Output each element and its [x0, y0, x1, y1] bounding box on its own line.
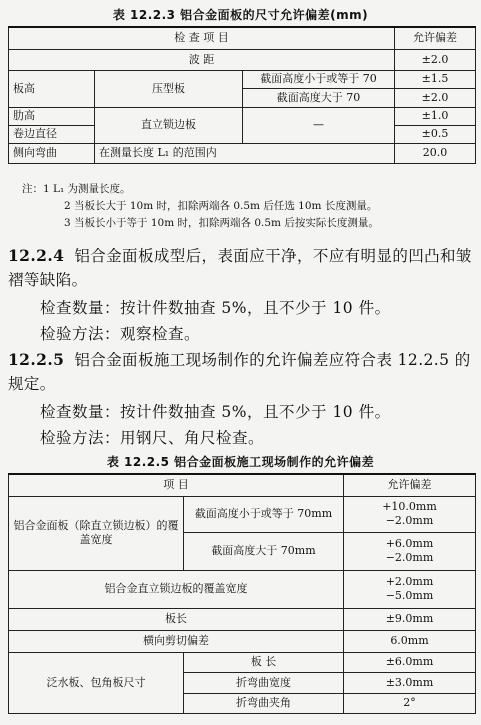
check-method-2: 检验方法：用钢尺、角尺检查。	[40, 429, 265, 447]
row-length: 板长	[9, 608, 344, 630]
note-3: 3 当板长小于等于 10m 时，扣除两端各 0.5m 后按实际长度测量。	[64, 217, 379, 229]
row-le70: 截面高度小于或等于 70mm	[184, 496, 344, 532]
row-lateral-desc: 在测量长度 L₁ 的范围内	[95, 143, 395, 163]
row-rib-height: 肋高	[9, 107, 95, 125]
note-1: 注：1 L₁ 为测量长度。	[22, 183, 131, 195]
header-tolerance: 允许偏差	[344, 474, 476, 496]
le70-minus: −2.0mm	[385, 514, 434, 527]
row-flashing-length-value: ±6.0mm	[344, 652, 476, 672]
row-flashing-angle: 折弯曲夹角	[184, 693, 344, 713]
le70-plus: +10.0mm	[382, 500, 437, 514]
section-number: 12.2.5	[8, 350, 65, 369]
row-coverage-label: 铝合金面板（除直立锁边板）的覆盖宽度	[9, 496, 184, 570]
section-text: 铝合金面板成型后，表面应干净，不应有明显的凹凸和皱褶等缺陷。	[8, 247, 472, 289]
row-section-gt70-value: ±2.0	[395, 88, 476, 107]
row-flashing-width-value: ±3.0mm	[344, 672, 476, 693]
row-gt70-values	[344, 532, 476, 570]
row-panel-height-label: 板高	[9, 70, 95, 107]
row-flashing-angle-value: 2°	[344, 693, 476, 713]
row-wave-label: 波 距	[9, 49, 395, 70]
table2-caption: 表 12.2.5 铝合金面板施工现场制作的允许偏差	[106, 455, 375, 469]
row-standing-seam: 直立锁边板	[95, 107, 243, 143]
section-12-2-4	[8, 244, 478, 292]
row-flashing-length: 板 长	[184, 652, 344, 672]
header-item: 项 目	[9, 474, 344, 496]
row-gt70: 截面高度大于 70mm	[184, 532, 344, 570]
check-quantity-2: 检查数量：按计件数抽查 5%，且不少于 10 件。	[40, 403, 391, 421]
tolerance-table-12-2-3	[8, 26, 476, 164]
row-roll-diameter: 卷边直径	[9, 125, 95, 143]
section-text: 铝合金面板施工现场制作的允许偏差应符合表 12.2.5 的规定。	[8, 351, 471, 393]
row-section-le70: 截面高度小于或等于 70	[243, 70, 395, 88]
header-item: 检 查 项 目	[9, 27, 395, 49]
row-flashing-width: 折弯曲宽度	[184, 672, 344, 693]
header-tolerance: 允许偏差	[395, 27, 476, 49]
row-pressed-panel: 压型板	[95, 70, 243, 107]
row-le70-values	[344, 496, 476, 532]
row-flashing: 泛水板、包角板尺寸	[9, 652, 184, 713]
row-section-le70-value: ±1.5	[395, 70, 476, 88]
gt70-plus: +6.0mm	[385, 537, 434, 551]
row-dash: —	[243, 107, 395, 143]
check-quantity-1: 检查数量：按计件数抽查 5%，且不少于 10 件。	[40, 299, 391, 317]
row-lateral-bend: 侧向弯曲	[9, 143, 95, 163]
tolerance-table-12-2-5	[8, 473, 476, 714]
seam-minus: −5.0mm	[385, 589, 434, 602]
row-seam-values	[344, 570, 476, 608]
gt70-minus: −2.0mm	[385, 551, 434, 564]
row-rib-value: ±1.0	[395, 107, 476, 125]
row-section-gt70: 截面高度大于 70	[243, 88, 395, 107]
row-cut-deviation: 横向剪切偏差	[9, 630, 344, 652]
row-length-value: ±9.0mm	[344, 608, 476, 630]
check-method-1: 检验方法：观察检查。	[40, 325, 201, 343]
row-wave-value: ±2.0	[395, 49, 476, 70]
table1-notes	[22, 181, 379, 232]
section-number: 12.2.4	[8, 246, 65, 265]
note-2: 2 当板长大于 10m 时，扣除两端各 0.5m 后任选 10m 长度测量。	[64, 200, 378, 212]
seam-plus: +2.0mm	[385, 575, 434, 589]
row-lateral-value: 20.0	[395, 143, 476, 163]
row-roll-value: ±0.5	[395, 125, 476, 143]
row-cut-value: 6.0mm	[344, 630, 476, 652]
table1-caption: 表 12.2.3 铝合金面板的尺寸允许偏差(mm)	[112, 8, 369, 22]
section-12-2-5	[8, 348, 478, 396]
row-seam-coverage: 铝合金直立锁边板的覆盖宽度	[9, 570, 344, 608]
